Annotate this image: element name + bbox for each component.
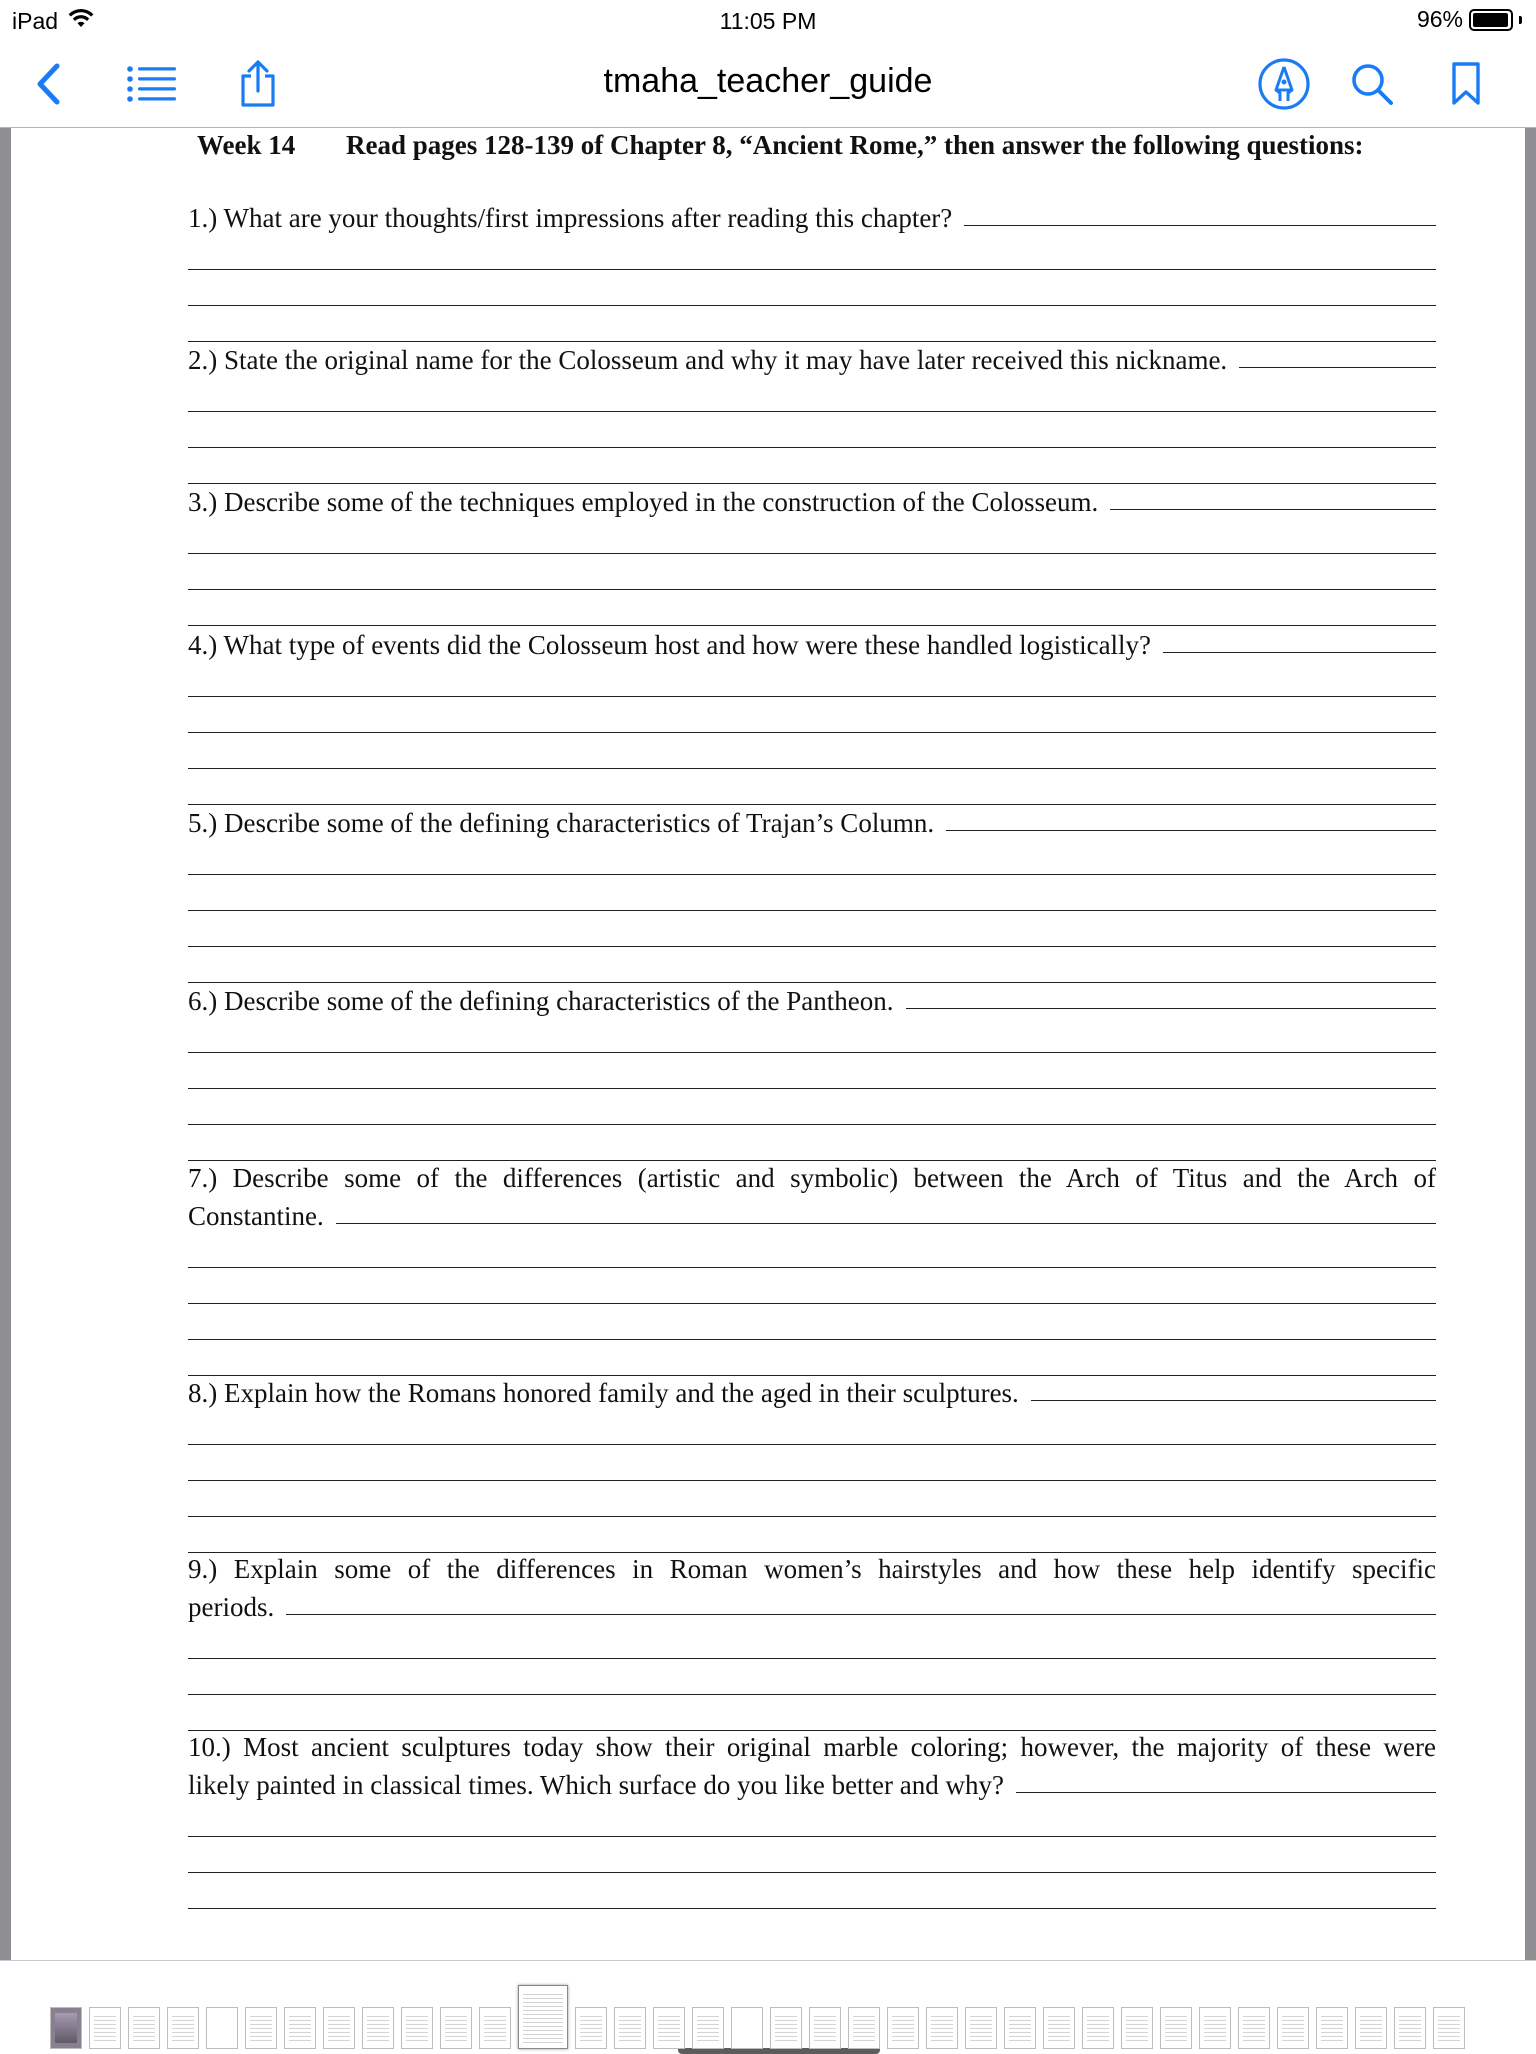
page-gutter-left	[0, 128, 11, 1960]
page-thumbnail[interactable]	[167, 2007, 199, 2049]
page-thumbnail[interactable]	[848, 2007, 880, 2049]
page-thumbnail[interactable]	[1043, 2007, 1075, 2049]
question-text: 1.) What are your thoughts/first impressions after reading this chapter?	[188, 203, 953, 233]
page-thumbnail[interactable]	[614, 2007, 646, 2049]
page-thumbnail[interactable]	[1355, 2007, 1387, 2049]
page-thumbnail[interactable]	[1394, 2007, 1426, 2049]
answer-line	[188, 1409, 1436, 1445]
answer-line	[188, 376, 1436, 412]
page-thumbnail[interactable]	[89, 2007, 121, 2049]
answer-line	[188, 590, 1436, 626]
markup-pen-icon	[1257, 57, 1311, 111]
page-thumbnail[interactable]	[50, 2007, 82, 2049]
question-4	[188, 623, 1436, 805]
page-thumbnail[interactable]	[362, 2007, 394, 2049]
answer-line	[286, 1614, 1436, 1615]
page-thumbnail[interactable]	[731, 2007, 763, 2049]
answer-line	[188, 1053, 1436, 1089]
nav-bar	[0, 42, 1536, 128]
answer-line	[188, 1659, 1436, 1695]
thumbnail-list[interactable]	[50, 1985, 1465, 2049]
question-9	[188, 1552, 1436, 1731]
page-thumbnail[interactable]	[479, 2007, 511, 2049]
question-text: 8.) Explain how the Romans honored family and the aged in their sculptures.	[188, 1378, 1019, 1408]
question-text: 4.) What type of events did the Colosseum host and how were these handled logistically?	[188, 630, 1152, 660]
question-text: 6.) Describe some of the defining characteristics of the Pantheon.	[188, 986, 894, 1016]
answer-line	[1016, 1792, 1436, 1793]
question-text: 9.) Explain some of the differences in Roman women’s hairstyles and how these help identify specific	[188, 1554, 1436, 1584]
page-thumbnail[interactable]	[1277, 2007, 1309, 2049]
page-thumbnail-current[interactable]	[518, 1985, 568, 2049]
question-5	[188, 801, 1436, 983]
bookmark-icon	[1449, 61, 1483, 107]
answer-line	[188, 661, 1436, 697]
answer-line	[1163, 652, 1436, 653]
answer-line	[188, 1268, 1436, 1304]
answer-line	[188, 769, 1436, 805]
question-3	[188, 480, 1436, 626]
answer-line	[188, 697, 1436, 733]
answer-line	[1031, 1400, 1436, 1401]
question-8	[188, 1371, 1436, 1553]
answer-line	[188, 1837, 1436, 1873]
answer-line	[188, 1232, 1436, 1268]
page-thumbnail[interactable]	[1316, 2007, 1348, 2049]
page-thumbnail[interactable]	[401, 2007, 433, 2049]
answer-line	[188, 1801, 1436, 1837]
page-thumbnail[interactable]	[1082, 2007, 1114, 2049]
answer-line	[336, 1223, 1436, 1224]
page-thumbnail[interactable]	[926, 2007, 958, 2049]
page-thumbnail[interactable]	[1433, 2007, 1465, 2049]
battery-level	[1473, 13, 1508, 27]
question-text: 10.) Most ancient sculptures today show their original marble coloring; however, the majority of these were	[188, 1732, 1436, 1762]
answer-line	[964, 225, 1436, 226]
answer-line	[188, 234, 1436, 270]
page-thumbnail[interactable]	[440, 2007, 472, 2049]
page-thumbnail[interactable]	[653, 2007, 685, 2049]
question-1	[188, 196, 1436, 342]
answer-line	[188, 554, 1436, 590]
page-thumbnail[interactable]	[809, 2007, 841, 2049]
page-thumbnail[interactable]	[965, 2007, 997, 2049]
answer-line	[188, 518, 1436, 554]
question-2	[188, 338, 1436, 484]
answer-line	[946, 830, 1436, 831]
question-6	[188, 979, 1436, 1161]
answer-line	[188, 270, 1436, 306]
answer-line	[188, 1873, 1436, 1909]
question-text: 7.) Describe some of the differences (artistic and symbolic) between the Arch of Titus and the Arch of	[188, 1163, 1436, 1193]
answer-line	[188, 306, 1436, 342]
page-thumbnail[interactable]	[284, 2007, 316, 2049]
page-thumbnail[interactable]	[770, 2007, 802, 2049]
document-page[interactable]	[11, 128, 1525, 1960]
answer-line	[906, 1008, 1436, 1009]
search-button[interactable]	[1344, 56, 1400, 112]
page-thumbnail[interactable]	[1004, 2007, 1036, 2049]
answer-line	[188, 1481, 1436, 1517]
battery-percent: 96%	[1416, 6, 1463, 32]
answer-line	[188, 733, 1436, 769]
answer-line	[188, 1304, 1436, 1340]
answer-line	[188, 875, 1436, 911]
question-text-cont: Constantine.	[188, 1201, 324, 1231]
page-thumbnail[interactable]	[692, 2007, 724, 2049]
answer-line	[188, 1017, 1436, 1053]
answer-line	[188, 412, 1436, 448]
question-text: 2.) State the original name for the Colosseum and why it may have later received this nickname.	[188, 345, 1228, 375]
page-thumbnail[interactable]	[323, 2007, 355, 2049]
week-header	[197, 130, 1447, 166]
answer-line	[188, 1089, 1436, 1125]
markup-button[interactable]	[1256, 56, 1312, 112]
answer-line	[188, 911, 1436, 947]
question-text-cont: periods.	[188, 1592, 275, 1622]
status-time: 11:05 PM	[719, 8, 817, 34]
status-right	[1417, 6, 1522, 33]
week-label: Week 14	[197, 130, 296, 160]
answer-line	[1110, 509, 1436, 510]
page-thumbnail[interactable]	[1199, 2007, 1231, 2049]
answer-line	[188, 1125, 1436, 1161]
answer-line	[188, 839, 1436, 875]
page-thumbnail[interactable]	[1160, 2007, 1192, 2049]
device-name: iPad	[12, 8, 59, 34]
answer-line	[188, 1623, 1436, 1659]
answer-line	[188, 947, 1436, 983]
question-text: 3.) Describe some of the techniques employed in the construction of the Colosseum.	[188, 487, 1099, 517]
answer-line	[1239, 367, 1436, 368]
question-text: 5.) Describe some of the defining characteristics of Trajan’s Column.	[188, 808, 935, 838]
page-thumbnail[interactable]	[575, 2007, 607, 2049]
answer-line	[188, 448, 1436, 484]
page-thumbnail[interactable]	[887, 2007, 919, 2049]
battery-icon	[1469, 9, 1513, 31]
answer-line	[188, 1695, 1436, 1731]
question-10	[188, 1730, 1436, 1909]
reading-instruction: Read pages 128-139 of Chapter 8, “Ancient Rome,” then answer the following questions:	[346, 130, 1364, 160]
answer-line	[188, 1517, 1436, 1553]
page-thumbnail[interactable]	[206, 2007, 238, 2049]
question-text-cont: likely painted in classical times. Which surface do you like better and why?	[188, 1770, 1004, 1800]
page-thumbnail[interactable]	[1121, 2007, 1153, 2049]
page-thumbnail[interactable]	[128, 2007, 160, 2049]
thumbnail-strip[interactable]	[0, 1960, 1536, 2048]
page-gutter-right	[1525, 128, 1536, 1960]
search-icon	[1349, 61, 1395, 107]
status-bar	[0, 0, 1536, 42]
document-title: tmaha_teacher_guide	[603, 62, 933, 100]
answer-line	[188, 1445, 1436, 1481]
page-thumbnail[interactable]	[1238, 2007, 1270, 2049]
bookmark-button[interactable]	[1438, 56, 1494, 112]
page-thumbnail[interactable]	[245, 2007, 277, 2049]
battery-tip	[1519, 16, 1522, 24]
question-7	[188, 1161, 1436, 1376]
